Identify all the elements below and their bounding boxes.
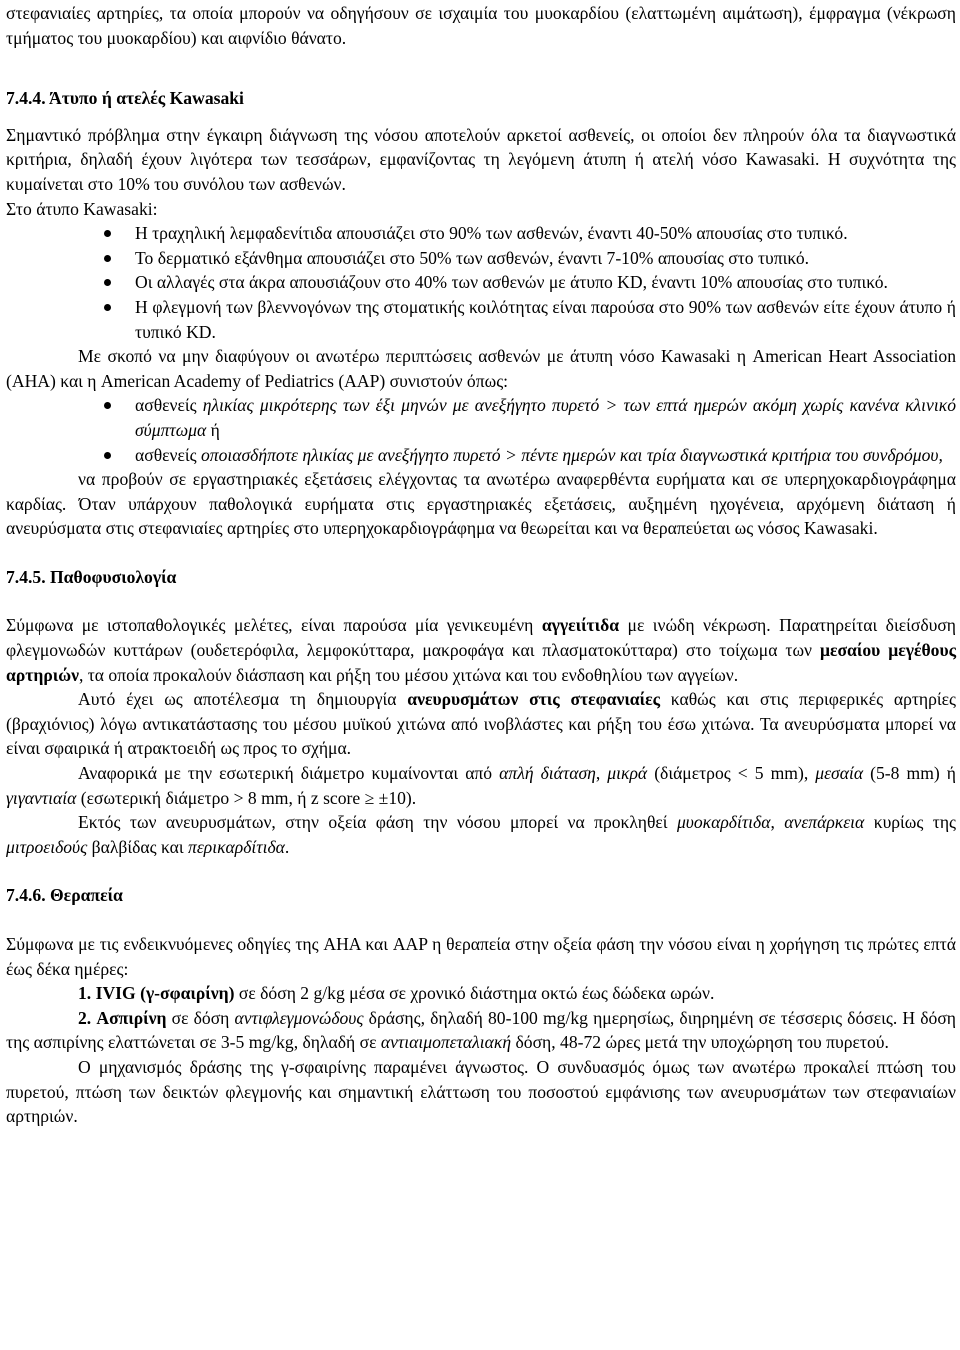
text-run: , [770, 812, 785, 833]
bullet-icon [104, 230, 111, 237]
text-run: Αναφορικά με την εσωτερική διάμετρο κυμαίνονται από [78, 763, 500, 784]
text-run: , τα οποία προκαλούν διάσπαση και ρήξη του μέσου χιτώνα και του ενδοθηλίου των αγγείων. [78, 664, 739, 685]
text-run: καθώς και στις περιφερικές αρτηρίες (βραχιόνιος) λόγω αντικατάστασης του μέσου μυϊκού χιτώνα από ινοβλάστες και ρήξη του έσω χιτώνα. Τα ανευρύσματα μπορεί να είναι σφαιρικά ή ατρακτοειδή ως προς το σχήμα. [6, 689, 957, 759]
list-item [6, 270, 956, 295]
list-item-text: Η φλεγμονή των βλεννογόνων της στοματικής κοιλότητας είναι παρούσα στο 90% των ασθενών είτε έχουν άτυπο ή τυπικό KD. [135, 296, 956, 342]
spacer [6, 50, 956, 74]
intro-paragraph: στεφανιαίες αρτηρίες, τα οποία μπορούν να οδηγήσουν σε ισχαιμία του μυοκαρδίου (ελαττωμένη αιμάτωση), έμφραγμα (νέκρωση τμήματος του μυοκαρδίου) και αιφνίδιο θάνατο. [6, 3, 956, 48]
aha-aap-paragraph: Με σκοπό να μην διαφύγουν οι ανωτέρω περιπτώσεις ασθενών με άτυπη νόσο Kawasaki η American Heart Association (AHA) και η American Academy of Pediatrics (AAP) συνιστούν όπως: [6, 346, 956, 391]
text-run-bold: αγγειίτιδα [541, 615, 620, 636]
list-item-text: Οι αλλαγές στα άκρα απουσιάζουν στο 40% των ασθενών με άτυπο KD, έναντι 10% απουσίας στο τυπικό. [135, 272, 888, 293]
atypical-paragraph-1: Σημαντικό πρόβλημα στην έγκαιρη διάγνωση της νόσου αποτελούν αρκετοί ασθενείς, οι οποίοι δεν πληρούν όλα τα διαγνωστικά κριτήρια, δηλαδή έχουν λιγότερα των τεσσάρων, εμφανίζοντας τη λεγόμενη άτυπη ή ατελή νόσο Kawasaki. Η συχνότητα της κυμαίνεται στο 10% του συνόλου των ασθενών. [6, 124, 956, 194]
text-run: . [284, 836, 290, 857]
section-number: 7.4.5. [6, 566, 46, 587]
section-title: Παθοφυσιολογία [50, 566, 177, 587]
list-item-text: Η τραχηλική λεμφαδενίτιδα απουσιάζει στο 90% των ασθενών, έναντι 40-50% απουσίας στο τυπικό. [135, 223, 848, 244]
lab-tests-paragraph: να προβούν σε εργαστηριακές εξετάσεις ελέγχοντας τα ανωτέρω αναφερθέντα ευρήματα και σε υπερηχοκαρδιογράφημα καρδίας. Όταν υπάρχουν παθολογικά ευρήματα στις εργαστηριακές εξετάσεις, αυξημένη ηχογένεια, αρχόμενη διάταση ή ανευρύσματα στις στεφανιαίες αρτηρίες στο υπερηχοκαρδιογράφημα να θεωρείται και να θεραπεύεται ως νόσος Kawasaki. [6, 469, 956, 539]
spacer [6, 111, 956, 123]
text-run-italic: αντιφλεγμονώδους [234, 1007, 364, 1028]
text-run-italic: μιτροειδούς [6, 836, 88, 857]
text-run-italic: αντιαιμοπεταλιακή [380, 1032, 512, 1053]
section-heading-7-4-6 [6, 883, 956, 908]
text-run: δράσης, δηλαδή 80-100 mg/kg ημερησίως, διηρημένη σε τέσσερις δόσεις. Η δόση της ασπιρίνης ελαττώνεται σε 3-5 mg/kg, δηλαδή σε [6, 1007, 957, 1053]
pathophysiology-paragraph-2 [6, 687, 956, 761]
criterion-lead: ασθενείς [135, 395, 203, 416]
section-title: Άτυπο ή ατελές Kawasaki [49, 88, 244, 109]
document-page [6, 1, 956, 1129]
spacer [6, 859, 956, 871]
item-number: 2. [78, 1007, 92, 1028]
criterion-italic: οποιασδήποτε ηλικίας με ανεξήγητο πυρετό > πέντε ημερών και τρία διαγνωστικά κριτήρια του συνδρόμου, [200, 444, 943, 465]
treatment-item-ivig [6, 981, 956, 1006]
text-run-italic: μεσαία [815, 763, 864, 784]
text-run-italic: μικρά [607, 763, 648, 784]
text-run: βαλβίδας και [87, 836, 188, 857]
item-number: 1. [78, 983, 92, 1004]
text-run: σε δόση [166, 1007, 235, 1028]
list-item [6, 295, 956, 344]
criteria-bullet-list [6, 393, 956, 467]
spacer [6, 553, 956, 565]
text-run: (εσωτερική διάμετρο > 8 mm, ή z score ≥ ±10). [76, 787, 417, 808]
list-item [6, 246, 956, 271]
spacer [6, 74, 956, 86]
treatment-item-aspirin [6, 1006, 956, 1055]
section-title: Θεραπεία [50, 885, 123, 906]
section-heading-7-4-5 [6, 565, 956, 590]
text-run-italic: ανεπάρκεια [784, 812, 865, 833]
bullet-icon [104, 452, 111, 459]
criterion-italic: ηλικίας μικρότερης των έξι μηνών με ανεξήγητο πυρετό > των επτά ημερών ακόμη χωρίς κανένα κλινικό σύμπτωμα [135, 395, 956, 440]
atypical-list-intro: Στο άτυπο Kawasaki: [6, 198, 158, 219]
text-run: Αυτό έχει ως αποτέλεσμα τη δημιουργία [78, 689, 408, 710]
text-run: κυρίως της [864, 812, 957, 833]
pathophysiology-paragraph-4 [6, 810, 956, 859]
section-number: 7.4.6. [6, 885, 46, 906]
text-run: (5-8 mm) ή [863, 763, 956, 784]
section-number: 7.4.4. [6, 88, 46, 109]
text-run: με ινώδη νέκρωση. Παρατηρείται διείσδυση φλεγμονωδών κυττάρων (ουδετερόφιλα, λεμφοκύτταρα, μακροφάγα και πλασματοκύτταρα) στο τοίχωμα των [6, 615, 957, 661]
text-run-bold: IVIG (γ-σφαιρίνη) [95, 983, 235, 1004]
list-item [6, 443, 956, 468]
text-run-bold: μεσαίου μεγέθους αρτηριών [6, 640, 956, 685]
criterion-lead: ασθενείς [135, 444, 201, 465]
list-item-text: Το δερματικό εξάνθημα απουσιάζει στο 50% των ασθενών, έναντι 7-10% απουσίας στο τυπικό. [135, 247, 810, 268]
atypical-bullet-list [6, 221, 956, 344]
list-item [6, 393, 956, 442]
text-run-italic: μυοκαρδίτιδα [676, 812, 771, 833]
spacer [6, 541, 956, 553]
text-run-bold: Ασπιρίνη [96, 1007, 167, 1028]
text-run: Σύμφωνα με ιστοπαθολογικές μελέτες, είναι παρούσα μία γενικευμένη [6, 615, 542, 636]
text-run-italic: περικαρδίτιδα [188, 836, 285, 857]
bullet-icon [104, 402, 111, 409]
bullet-icon [104, 279, 111, 286]
treatment-paragraph-1: Σύμφωνα με τις ενδεικνυόμενες οδηγίες της AHA και AAP η θεραπεία στην οξεία φάση την νόσου είναι η χορήγηση τις πρώτες επτά έως δέκα ημέρες: [6, 934, 956, 979]
text-run: (διάμετρος < 5 mm), [647, 763, 816, 784]
section-heading-7-4-4 [6, 86, 956, 111]
pathophysiology-paragraph-1 [6, 613, 956, 687]
list-item [6, 221, 956, 246]
bullet-icon [104, 304, 111, 311]
text-run-bold: ανευρυσμάτων στις στεφανιαίες [407, 689, 661, 710]
bullet-icon [104, 255, 111, 262]
spacer [6, 908, 956, 932]
spacer [6, 589, 956, 613]
criterion-tail: ή [206, 419, 220, 440]
text-run-italic: απλή διάταση [499, 763, 596, 784]
text-run: σε δόση 2 g/kg μέσα σε χρονικό διάστημα οκτώ έως δώδεκα ωρών. [234, 983, 715, 1004]
text-run: Εκτός των ανευρυσμάτων, στην οξεία φάση την νόσου μπορεί να προκληθεί [78, 812, 677, 833]
pathophysiology-paragraph-3 [6, 761, 956, 810]
text-run-italic: γιγαντιαία [6, 787, 77, 808]
treatment-paragraph-2: Ο μηχανισμός δράσης της γ-σφαιρίνης παραμένει άγνωστος. Ο συνδυασμός όμως των ανωτέρω προκαλεί πτώση του πυρετού, πτώση των δεικτών φλεγμονής και σημαντική ελάττωση του ποσοστού εμφάνισης των ανευρυσμάτων των στεφανιαίων αρτηριών. [6, 1056, 956, 1127]
text-run: δόση, 48-72 ώρες μετά την υποχώρηση του πυρετού. [511, 1032, 889, 1053]
spacer [6, 871, 956, 883]
text-run: , [595, 763, 608, 784]
